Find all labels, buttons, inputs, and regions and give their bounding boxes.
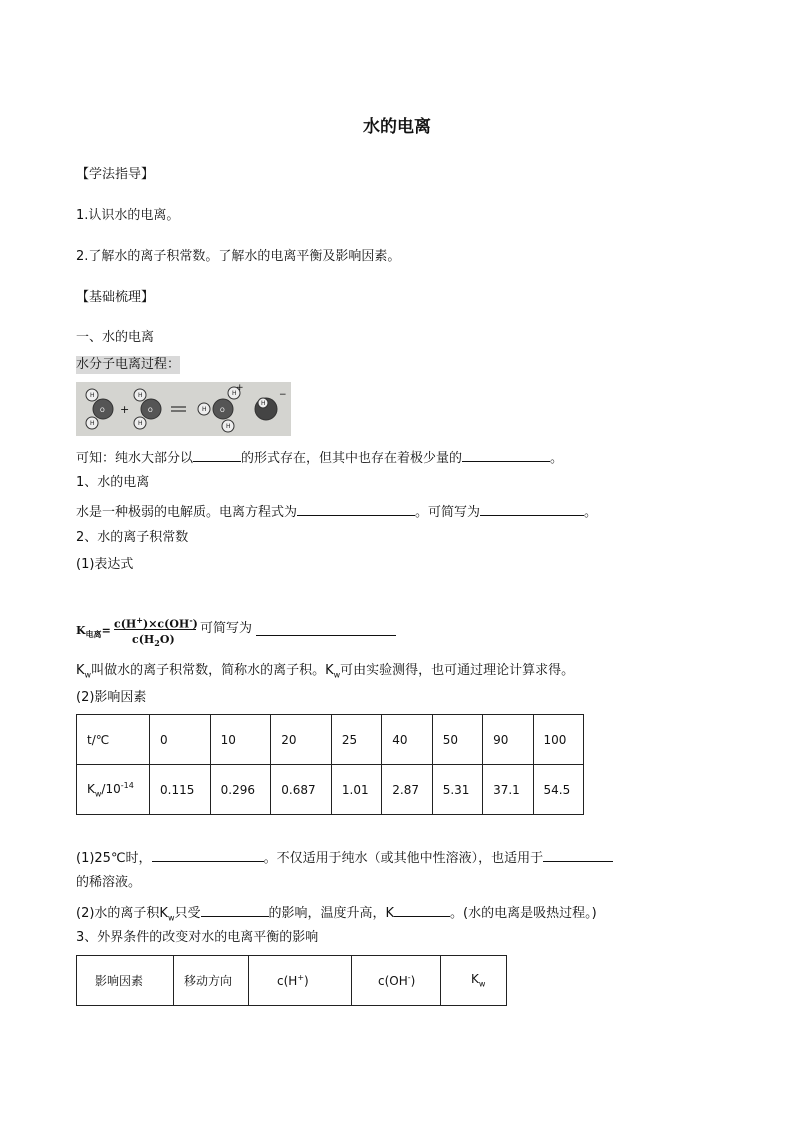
- svg-text:H: H: [90, 420, 95, 427]
- table-cell: 20: [271, 715, 332, 765]
- part1-heading: 一、水的电离: [76, 330, 155, 345]
- blank-8[interactable]: [201, 902, 269, 917]
- expression-heading: (1)表达式: [76, 557, 134, 572]
- table-header-cell: c(OH-): [352, 956, 441, 1006]
- table-header-cell: c(H+): [249, 956, 352, 1006]
- blank-9[interactable]: [394, 902, 450, 917]
- table-cell: 5.31: [432, 765, 482, 815]
- sub1-text-b: 。可简写为: [415, 505, 481, 520]
- known-prefix: 可知：纯水大部分以: [76, 451, 194, 466]
- svg-text:H: H: [138, 392, 143, 399]
- section-basic-heading: 【基础梳理】: [76, 290, 155, 305]
- formula-denominator: $c(H_2O)$: [132, 633, 175, 649]
- svg-text:O: O: [100, 407, 105, 414]
- svg-text:O: O: [220, 407, 225, 414]
- known-mid: 的形式存在，但其中也存在着极少量的: [241, 451, 463, 466]
- table-cell: 25: [331, 715, 381, 765]
- table-cell: 90: [483, 715, 533, 765]
- table-cell: 0: [150, 715, 211, 765]
- sub1-text-a: 水是一种极弱的电解质。电离方程式为: [76, 505, 298, 520]
- table-cell: 54.5: [533, 765, 584, 815]
- svg-text:H: H: [202, 406, 207, 413]
- blank-1[interactable]: [193, 447, 241, 462]
- sub2-heading: 2、水的离子积常数: [76, 530, 189, 545]
- svg-text:H: H: [90, 392, 95, 399]
- table-row: [77, 715, 584, 765]
- formula-suffix: 可简写为: [200, 621, 253, 636]
- table-header-cell: 移动方向: [174, 956, 249, 1006]
- table-header-cell: 影响因素: [77, 956, 174, 1006]
- known-line: [76, 447, 563, 468]
- question-2-line: (2)水的离子积$K_w$只受 的影响，温度升高，K 。(水的电离是吸热过程。): [76, 902, 597, 928]
- svg-text:H: H: [232, 390, 237, 397]
- blank-4[interactable]: [480, 501, 584, 516]
- blank-3[interactable]: [297, 501, 415, 516]
- sub1-text-c: 。: [584, 505, 598, 520]
- sub3-heading: 3、外界条件的改变对水的电离平衡的影响: [76, 930, 319, 945]
- svg-text:+: +: [120, 403, 130, 416]
- water-molecule-ionization-diagram: [76, 382, 291, 436]
- sub1-line: [76, 501, 597, 522]
- svg-text:+: +: [236, 383, 244, 393]
- table-cell: t/℃: [77, 715, 150, 765]
- kw-description: $K_w$叫做水的离子积常数，简称水的离子积。$K_w$可由实验测得，也可通过理论计算求得。: [76, 663, 575, 680]
- page-title: 水的电离: [363, 117, 431, 137]
- table-cell: 100: [533, 715, 584, 765]
- fraction-bar: [114, 629, 196, 630]
- svg-text:H: H: [226, 423, 231, 430]
- process-label: 水分子电离过程：: [76, 357, 181, 372]
- table-header-cell: $K_w$: [441, 956, 507, 1006]
- method-item-2: 2.了解水的离子积常数。了解水的电离平衡及影响因素。: [76, 249, 401, 264]
- sub1-heading: 1、水的电离: [76, 475, 150, 490]
- table-row: [77, 765, 584, 815]
- table-cell: 2.87: [382, 765, 432, 815]
- question-1-end: 的稀溶液。: [76, 875, 142, 890]
- table-cell: 0.687: [271, 765, 332, 815]
- table-cell: 40: [382, 715, 432, 765]
- method-item-1: 1.认识水的电离。: [76, 208, 180, 223]
- table-cell: 37.1: [483, 765, 533, 815]
- svg-text:H: H: [138, 420, 143, 427]
- table-cell: 10: [210, 715, 271, 765]
- table-row: [77, 956, 507, 1006]
- svg-text:−: −: [279, 390, 287, 400]
- formula-k: $K_{电离}=$: [76, 624, 111, 640]
- effect-table: [76, 955, 507, 1006]
- svg-text:O: O: [148, 407, 153, 414]
- table-cell: 1.01: [331, 765, 381, 815]
- blank-5[interactable]: [256, 621, 396, 636]
- blank-6[interactable]: [152, 847, 264, 862]
- blank-7[interactable]: [543, 847, 613, 862]
- formula-numerator: c(H+)×c(OH-): [114, 615, 198, 631]
- molecule-icon: [76, 382, 291, 436]
- question-1-line: (1)25℃时， 。不仅适用于纯水（或其他中性溶液），也适用于: [76, 847, 613, 868]
- table-cell: 0.115: [150, 765, 211, 815]
- temperature-kw-table: [76, 714, 584, 815]
- factor-heading: (2)影响因素: [76, 690, 147, 705]
- section-method-heading: 【学法指导】: [76, 167, 155, 182]
- svg-text:H: H: [261, 400, 266, 407]
- table-cell: 50: [432, 715, 482, 765]
- known-end: 。: [550, 451, 564, 466]
- table-cell: $K_w/10^{-14}$: [77, 765, 150, 815]
- table-cell: 0.296: [210, 765, 271, 815]
- blank-2[interactable]: [462, 447, 550, 462]
